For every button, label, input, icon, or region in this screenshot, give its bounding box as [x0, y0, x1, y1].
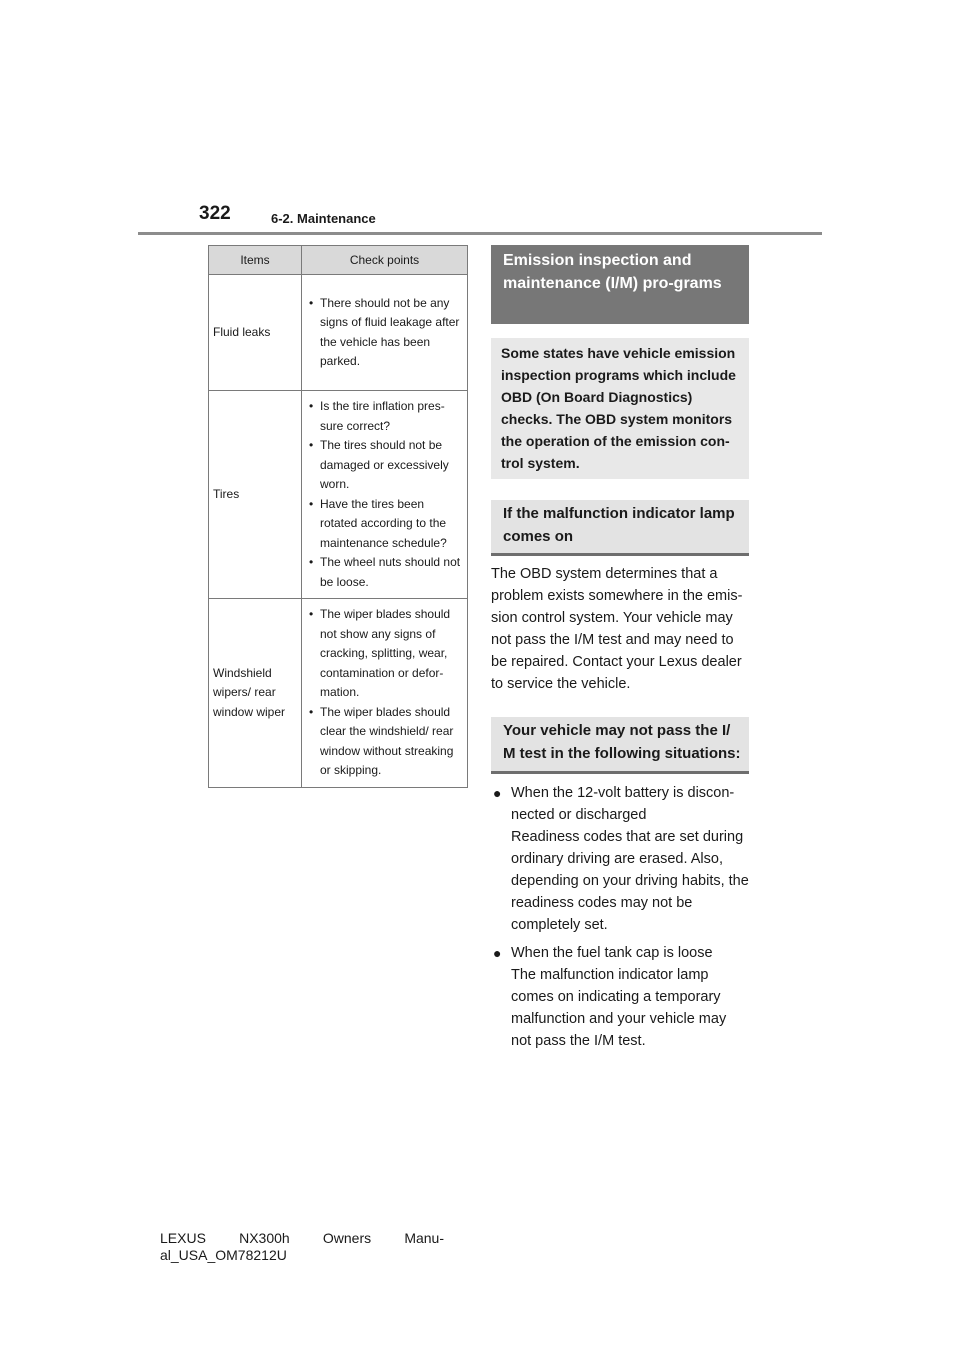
- check-point: • The wiper blades should clear the windshield/ rear window without streaking or skipping.: [308, 703, 463, 781]
- situation-title: When the 12-volt battery is discon-nected or discharged: [511, 785, 735, 823]
- check-points-cell: [302, 599, 468, 788]
- malfunction-body: The OBD system determines that a problem exists somewhere in the emis-sion control system. Your vehicle may not pass the I/M test and may need to be repaired. Contact your Lexus dealer to service the vehicle.: [491, 566, 743, 692]
- check-points-list: [308, 397, 463, 592]
- section-title: 6-2. Maintenance: [271, 211, 376, 226]
- header-rule: [138, 232, 822, 235]
- table-row: [209, 391, 468, 599]
- bullet-icon: ●: [493, 945, 502, 961]
- check-points-cell: [302, 391, 468, 599]
- check-points-list: [308, 294, 463, 372]
- footer-word: Owners: [322, 1230, 372, 1246]
- check-point: • Is the tire inflation pres-sure correct?: [308, 397, 463, 436]
- check-points-cell: [302, 275, 468, 391]
- item-cell: Fluid leaks: [209, 275, 302, 391]
- check-points-list: [308, 605, 463, 781]
- column-header-items: Items: [209, 246, 302, 275]
- item-cell: Tires: [209, 391, 302, 599]
- situation-item: [491, 782, 749, 936]
- table-row: [209, 275, 468, 391]
- malfunction-heading: If the malfunction indicator lamp comes on: [491, 500, 749, 556]
- item-cell: Windshield wipers/ rear window wiper: [209, 599, 302, 788]
- table-row: [209, 599, 468, 788]
- table-header-row: [209, 246, 468, 275]
- check-point: • There should not be any signs of fluid leakage after the vehicle has been parked.: [308, 294, 463, 372]
- emission-intro-box: Some states have vehicle emission inspection programs which include OBD (On Board Diagnostics) checks. The OBD system monitors the operation of the emission con-trol system.: [491, 338, 749, 479]
- footer-word: Manu-: [404, 1230, 444, 1246]
- check-point: • The wheel nuts should not be loose.: [308, 553, 463, 592]
- check-point: • The wiper blades should not show any signs of cracking, splitting, wear, contamination or defor-mation.: [308, 605, 463, 703]
- situation-desc: Readiness codes that are set during ordinary driving are erased. Also, depending on your driving habits, the readiness codes may not be completely set.: [511, 829, 749, 933]
- emission-heading: Emission inspection and maintenance (I/M) pro-grams: [491, 245, 749, 324]
- situation-title: When the fuel tank cap is loose: [511, 945, 713, 961]
- situations-list: [491, 782, 749, 1058]
- check-point: • Have the tires been rotated according to the maintenance schedule?: [308, 495, 463, 554]
- footer-word: LEXUS: [160, 1230, 206, 1246]
- page-number: 322: [199, 203, 231, 224]
- situation-item: [491, 942, 749, 1052]
- column-header-check-points: Check points: [302, 246, 468, 275]
- situations-heading: Your vehicle may not pass the I/ M test in the following situations:: [491, 717, 749, 774]
- check-point: • The tires should not be damaged or excessively worn.: [308, 436, 463, 495]
- bullet-icon: ●: [493, 785, 502, 801]
- footer-line-2: al_USA_OM78212U: [160, 1247, 287, 1263]
- footer-word: NX300h: [239, 1230, 290, 1246]
- situation-desc: The malfunction indicator lamp comes on indicating a temporary malfunction and your vehicle may not pass the I/M test.: [511, 967, 727, 1049]
- footer-line-1: [160, 1230, 444, 1247]
- check-points-table: [208, 245, 468, 788]
- footer: [160, 1230, 444, 1264]
